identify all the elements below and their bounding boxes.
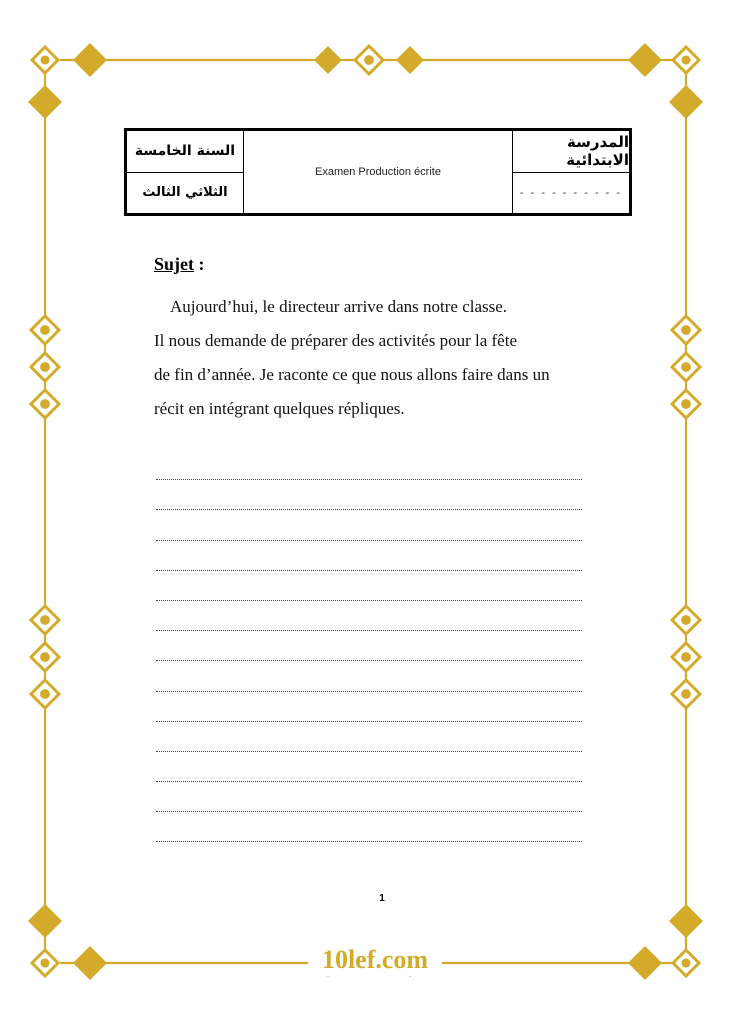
subject-heading [154, 254, 205, 275]
prompt-line: Aujourd’hui, le directeur arrive dans notre classe. [170, 297, 508, 316]
ornament-diamond [73, 43, 107, 77]
ornament-diamond [669, 85, 703, 119]
answer-line [156, 692, 582, 722]
ornament-diamond [628, 43, 662, 77]
answer-line [156, 510, 582, 540]
ornament-diamond [73, 946, 107, 980]
term-label: الثلاثي الثالث [142, 185, 228, 201]
subject-colon: : [194, 254, 205, 274]
answer-line [156, 782, 582, 812]
ornament-hollow-diamond [31, 316, 59, 344]
ornament-hollow-diamond [673, 950, 699, 976]
page-number: 1 [379, 893, 385, 904]
ornament-diamond [669, 904, 703, 938]
prompt-line: de fin d’année. Je raconte ce que nous allons faire dans un [154, 365, 550, 384]
ornament-hollow-diamond [31, 353, 59, 381]
school-name-blank: - - - - - - - - - - [519, 186, 623, 199]
ornament-hollow-diamond [355, 46, 383, 74]
answer-line [156, 661, 582, 691]
ornament-hollow-diamond [31, 606, 59, 634]
exam-title: Examen Production écrite [315, 166, 441, 178]
ornament-hollow-diamond [672, 316, 700, 344]
ornament-hollow-diamond [32, 950, 58, 976]
subject-prompt [154, 290, 604, 426]
exam-header-table [124, 128, 632, 216]
ornament-diamond [396, 46, 424, 74]
ornament-hollow-diamond [32, 47, 58, 73]
ornament-hollow-diamond [672, 390, 700, 418]
answer-line [156, 480, 582, 510]
answer-lines [156, 450, 582, 842]
watermark: 10lef.com [308, 944, 442, 976]
ornament-hollow-diamond [31, 390, 59, 418]
answer-line [156, 541, 582, 571]
answer-line [156, 601, 582, 631]
ornament-diamond [314, 46, 342, 74]
ornament-hollow-diamond [31, 680, 59, 708]
ornament-diamond [28, 904, 62, 938]
grade-level: السنة الخامسة [127, 131, 243, 173]
answer-line [156, 631, 582, 661]
ornament-hollow-diamond [672, 353, 700, 381]
ornament-hollow-diamond [672, 643, 700, 671]
ornament-diamond [28, 85, 62, 119]
ornament-hollow-diamond [31, 643, 59, 671]
header-left-column [127, 131, 244, 213]
ornament-hollow-diamond [672, 606, 700, 634]
ornament-hollow-diamond [673, 47, 699, 73]
answer-line [156, 752, 582, 782]
answer-line [156, 450, 582, 480]
prompt-line: récit en intégrant quelques répliques. [154, 399, 405, 418]
school-label: المدرسة الابتدائية [513, 131, 629, 173]
ornament-diamond [628, 946, 662, 980]
header-right-column [512, 131, 629, 213]
answer-line [156, 571, 582, 601]
prompt-line: Il nous demande de préparer des activités pour la fête [154, 331, 517, 350]
answer-line [156, 812, 582, 842]
answer-line [156, 722, 582, 752]
subject-label: Sujet [154, 254, 194, 274]
ornament-hollow-diamond [672, 680, 700, 708]
